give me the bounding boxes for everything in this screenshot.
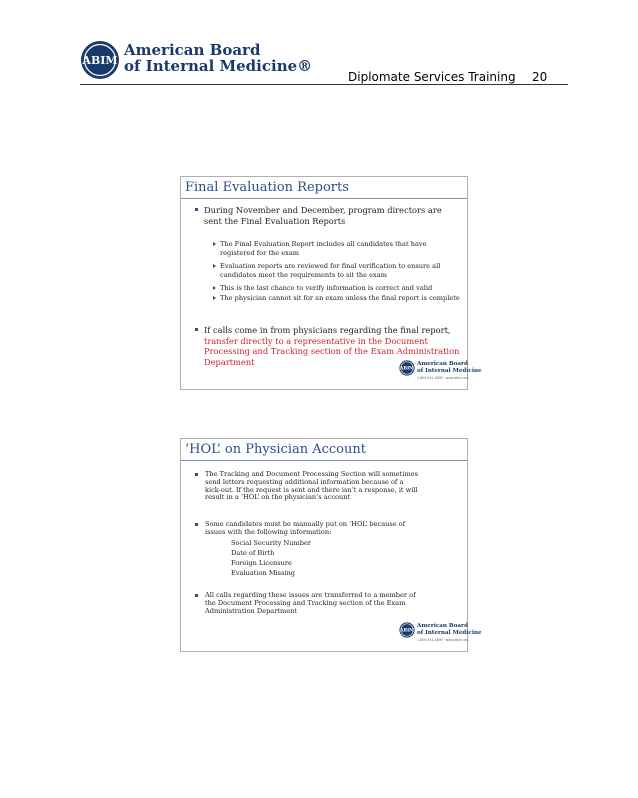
abim-logo-icon [399,360,415,376]
org-name [124,42,312,74]
slide-title: ‘HOL’ on Physician Account [185,442,366,457]
bullet-highlight-text: transfer directly to a representative in the Document Processing and Tracking section of the Exam Administration Department [204,335,460,367]
header-divider [80,84,568,85]
slide-logo [399,360,482,386]
bullet-triangle-icon [213,296,216,300]
org-name-line2: of Internal Medicine® [124,57,313,75]
slide-logo-footer: 1-800-441-ABIM · www.abim.org [417,376,469,380]
document-title: Diplomate Services Training [348,70,516,84]
slide-final-evaluation-reports [180,176,482,390]
bullet-square-icon [195,328,198,331]
bullet-square-icon [195,208,198,211]
bullet-text: The Tracking and Document Processing Section will sometimes send letters requesting additional information because of a kick-out. If the request is sent and there isn’t a response, it will result in a ‘HOL’ on the physician’s account [205,470,418,502]
issue-item: Foreign Licensure [231,559,292,567]
slide-logo-text [417,361,482,374]
svg-text:ABIM: ABIM [399,628,415,634]
slide-title-divider [181,198,467,199]
bullet-square-icon [195,523,198,526]
bullet-highlight-text: All calls regarding these issues are transferred to a member of the Document Processing and Tracking section of the Exam Administration Department [205,591,416,615]
bullet-triangle-icon [213,264,216,268]
bullet-text: During November and December, program directors are sent the Final Evaluation Reports [204,205,442,226]
bullet-triangle-icon [213,242,216,246]
subbullet-text: The physician cannot sit for an exam unless the final report is complete [220,294,460,302]
slide-logo-line1: American Board [417,623,468,629]
issue-item: Date of Birth [231,549,275,557]
bullet-text: Some candidates must be manually put on ‘HOL’ because of issues with the following information: [205,520,406,536]
abim-logo-icon [80,40,120,80]
slide-logo-line2: of Internal Medicine [417,367,482,374]
slide-logo-line2: of Internal Medicine [417,629,482,636]
bullet-text: If calls come in from physicians regarding the final report, [204,325,451,335]
subbullet-text: The Final Evaluation Report includes all candidates that have registered for the exam [220,240,427,257]
slide-logo-line1: American Board [417,361,468,367]
page-number: 20 [532,70,548,84]
org-name-line1: American Board [124,41,261,59]
slide-title-divider [181,460,467,461]
bullet-triangle-icon [213,286,216,290]
issue-item: Evaluation Missing [231,569,296,577]
slide-logo-footer: 1-800-441-ABIM · www.abim.org [417,638,469,642]
subbullet-text: This is the last chance to verify information is correct and valid [220,284,433,292]
bullet-square-icon [195,473,198,476]
slide-bullet [204,205,460,226]
svg-text:ABIM: ABIM [82,54,118,67]
bullet-square-icon [195,594,198,597]
issue-item: Social Security Number [231,539,312,547]
slide-title: Final Evaluation Reports [185,180,349,195]
slide-logo-text [417,623,482,636]
slide-bullet [205,521,421,537]
svg-text:ABIM: ABIM [399,366,415,372]
abim-logo-icon [399,622,415,638]
slide-bullet [205,592,421,615]
slide-subbullet [220,294,460,303]
page-header [80,38,568,84]
slide-bullet [205,471,421,502]
subbullet-text: Evaluation reports are reviewed for final verification to ensure all candidates meet the requirements to sit the exam [220,262,441,279]
slide-logo [399,622,482,648]
slide-hol-on-physician-account [180,438,482,652]
slide-subbullet [220,284,460,293]
slide-subbullet [220,262,460,279]
slide-subbullet [220,240,460,257]
